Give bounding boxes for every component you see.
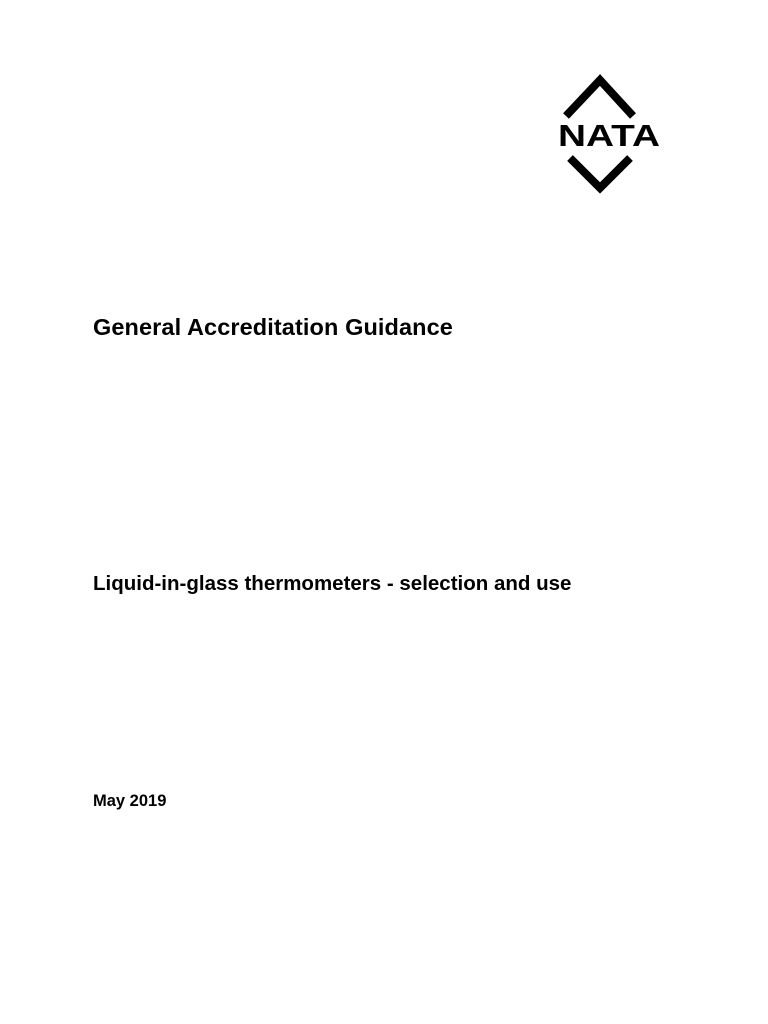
page-title: General Accreditation Guidance xyxy=(93,314,453,340)
svg-text:NATA: NATA xyxy=(558,118,660,153)
nata-diamond-logo-icon xyxy=(552,74,670,196)
nata-logo xyxy=(552,74,670,196)
document-date: May 2019 xyxy=(93,792,167,810)
document-title: Liquid-in-glass thermometers - selection and use xyxy=(93,572,572,595)
